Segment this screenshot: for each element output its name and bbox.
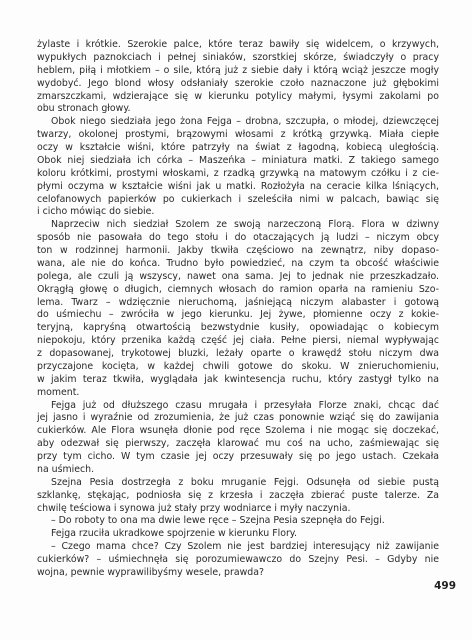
paragraph (37, 477, 439, 516)
text-line: polega, ale czuli ją wszyscy, nawet ona sama. Jej to jednak nie przeszkadzało. (37, 270, 439, 282)
body-text (37, 39, 439, 580)
text-line: żylaste i krótkie. Szerokie palce, które teraz bawiły się widelcem, o krzywych, (37, 39, 439, 50)
text-line: jej jasno i wyraźnie od zrozumienia, że już czas ponownie wziąć się do zawijania (37, 412, 439, 424)
paragraph (37, 219, 439, 399)
text-line: wypukłych paznokciach i pełnej siniaków, szorstkiej skórze, świadczyły o pracy (37, 51, 439, 63)
text-line: aby odezwał się pierwszy, zaczęła klarować mu coś na ucho, zaśmiewając się (37, 438, 439, 450)
text-line: cukierków. Ale Flora wsunęła dłonie pod ręce Szolema i nie mogąc się doczekać, (37, 425, 439, 437)
text-line: szklankę, stękając, podniosła się z krzesła i zaczęła zbierać puste talerze. Za (37, 489, 439, 501)
text-line: wana, ale nie do końca. Trudno było powiedzieć, na czym ta obcość właściwie (37, 257, 439, 269)
page-number: 499 (434, 580, 456, 592)
text-line: – Do roboty to ona ma dwie lewe ręce – Szejna Pesia szepnęła do Fejgi. (51, 515, 385, 527)
text-line: heblem, piłą i młotkiem – o sile, którą już z siebie dały i którą wciąż jeszcze mogły (37, 64, 439, 76)
text-line: niepokoju, który przenika każdą część jej ciała. Pełne piersi, niemal wypływając (37, 335, 439, 347)
text-line: przyczajone kocięta, w każdej chwili gotowe do skoku. W znieruchomieniu, (37, 360, 439, 372)
text-line: oczy w kształcie wiśni, które patrzyły na świat z łagodną, kobiecą uległością. (37, 142, 439, 153)
text-line: Obok niego siedziała jego żona Fejga – drobna, szczupła, o młodej, dziewczęcej (51, 116, 439, 128)
text-line: sposób nie pasowała do tego stołu i do otaczających ją ludzi – niczym obcy (37, 232, 439, 244)
text-line: Obok niej siedziała ich córka – Maszeńka – miniatura matki. Z takiego samego (37, 154, 439, 166)
text-line: moment. (37, 386, 80, 398)
text-line: ton w rodzinnej harmonii. Jakby tkwiła częściowo na zewnątrz, niby dopaso- (37, 245, 439, 256)
paragraph (37, 515, 439, 528)
text-line: na uśmiech. (37, 463, 95, 475)
text-line: Naprzeciw nich siedział Szolem ze swoją narzeczoną Florą. Flora w dziwny (51, 219, 439, 231)
text-line: lema. Twarz – wdzięcznie nieruchomą, jaśniejącą niczym alabaster i gotową (37, 296, 439, 308)
paragraph (37, 400, 439, 477)
text-line: chwilę teściowa i synowa już stały przy wodniarce i myły naczynia. (37, 502, 351, 514)
text-line: teryjną, kapryśną otwartością bezwstydnie kusiły, opowiadając o kobiecym (37, 322, 439, 334)
text-line: Okrągłą głowę o długich, ciemnych włosach do ramion oparła na ramieniu Szo- (37, 283, 439, 295)
paragraph (37, 528, 439, 541)
text-line: Szejna Pesia dostrzegła z boku mruganie Fejgi. Odsunęła od siebie pustą (51, 476, 439, 488)
text-line: Fejga już od dłuższego czasu mrugała i przesyłała Florze znaki, chcąc dać (51, 399, 439, 411)
text-line: Fejga rzuciła ukradkowe spojrzenie w kierunku Flory. (51, 528, 297, 540)
paragraph (37, 39, 439, 116)
text-line: wydobyć. Jego blond włosy odsłaniały szerokie czoło naznaczone już głębokimi (37, 77, 439, 89)
text-line: przy tym cicho. W tym czasie jej oczy przesuwały się po jego ustach. Czekała (37, 451, 439, 462)
paragraph (37, 116, 439, 219)
text-line: wojna, pewnie wyprawilibyśmy wesele, prawda? (37, 566, 264, 578)
text-line: z dopasowanej, trykotowej bluzki, leżały oparte o krawędź stołu niczym dwa (37, 348, 439, 359)
text-line: i cicho mówiąc do siebie. (37, 206, 155, 218)
text-line: – Czego mama chce? Czy Szolem nie jest bardziej interesujący niż zawijanie (51, 541, 439, 553)
text-line: zmarszczkami, wdzierające się w kierunku potylicy małymi, łysymi zakolami po (37, 90, 439, 102)
text-line: twarzy, okolonej prostymi, brązowymi włosami z krótką grzywką. Miała ciepłe (37, 129, 439, 141)
text-line: do uśmiechu – zwróciła w jego kierunku. Jej żywe, płomienne oczy z kokie- (37, 309, 439, 321)
text-line: celofanowych papierków po cukierkach i szeleściła nimi w palcach, bawiąc się (37, 193, 439, 205)
text-line: obu stronach głowy. (37, 103, 131, 115)
text-line: cukierków? – uśmiechnęła się porozumiewawczo do Szejny Pesi. – Gdyby nie (37, 554, 439, 565)
text-line: w jakim teraz tkwiła, wyglądała jak kwintesencja ruchu, który zastygł tylko na (37, 373, 439, 385)
paragraph (37, 541, 439, 580)
text-line: koloru krótkimi, prostymi włoskami, z rzadką grzywką na matowym czółku i z cie- (37, 167, 439, 179)
text-line: płymi oczyma w kształcie wiśni jak u matki. Rozłożyła na ceracie kilka lśniących, (37, 180, 439, 192)
